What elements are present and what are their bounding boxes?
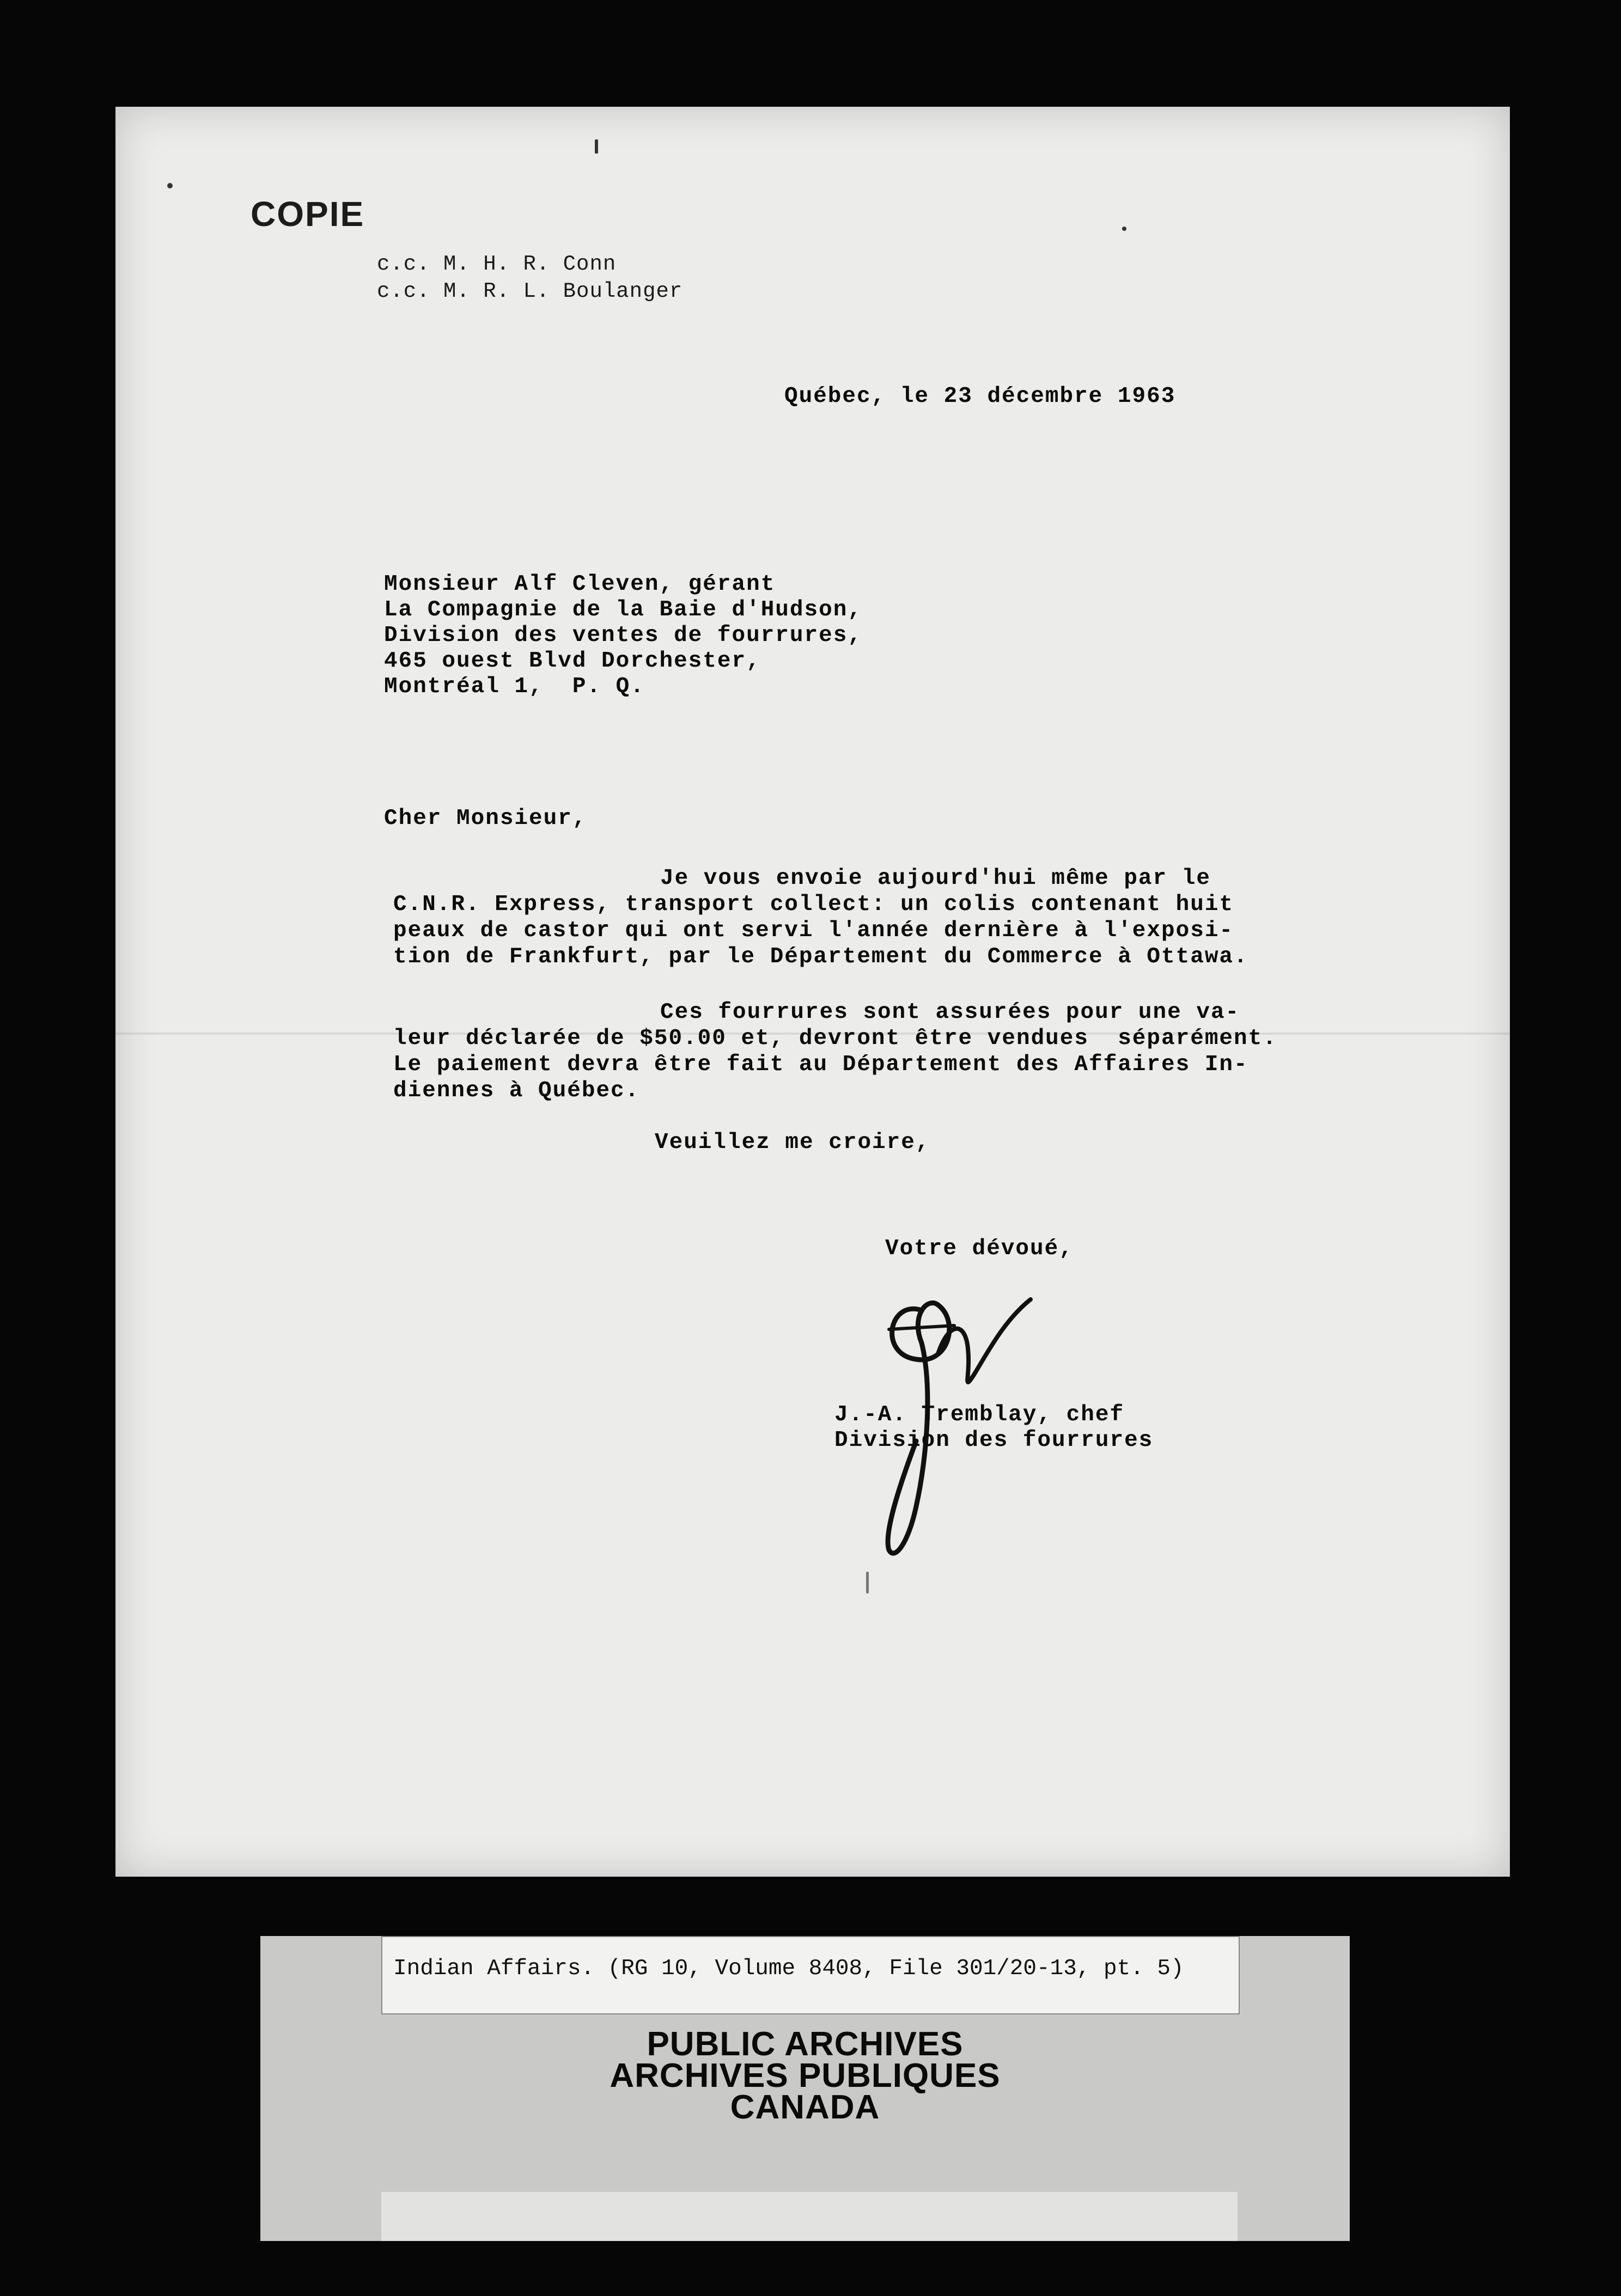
copie-stamp: COPIE bbox=[251, 194, 365, 234]
paragraph-1-line-4: tion de Frankfurt, par le Département du Commerce à Ottawa. bbox=[393, 944, 1248, 969]
archive-citation: Indian Affairs. (RG 10, Volume 8408, File 301/20-13, pt. 5) bbox=[393, 1956, 1184, 1981]
letter-page bbox=[115, 107, 1510, 1877]
paragraph-2-line-2: leur déclarée de $50.00 et, devront être vendues séparément. bbox=[393, 1026, 1277, 1051]
cc-line-2: c.c. M. R. L. Boulanger bbox=[377, 279, 683, 303]
signature-title: Division des fourrures bbox=[834, 1428, 1154, 1453]
film-speck bbox=[167, 183, 173, 188]
paragraph-2-line-3: Le paiement devra être fait au Département des Affaires In- bbox=[393, 1052, 1248, 1077]
signature-name: J.-A. Tremblay, chef bbox=[834, 1402, 1125, 1427]
salutation: Cher Monsieur, bbox=[384, 806, 587, 831]
date-line: Québec, le 23 décembre 1963 bbox=[784, 384, 1176, 409]
film-speck bbox=[595, 139, 598, 154]
address-line-4: 465 ouest Blvd Dorchester, bbox=[384, 649, 761, 674]
cc-line-1: c.c. M. H. R. Conn bbox=[377, 252, 617, 276]
public-archives-stamp bbox=[260, 2025, 1350, 2126]
archive-label-holder bbox=[260, 1936, 1350, 2241]
stamp-line-3: CANADA bbox=[730, 2089, 880, 2126]
address-line-5: Montréal 1, P. Q. bbox=[384, 674, 645, 699]
complimentary-close: Votre dévoué, bbox=[885, 1236, 1074, 1261]
stamp-line-2: ARCHIVES PUBLIQUES bbox=[610, 2057, 1001, 2095]
stamp-line-1: PUBLIC ARCHIVES bbox=[647, 2025, 964, 2063]
closing-line: Veuillez me croire, bbox=[655, 1130, 930, 1155]
paragraph-1-line-3: peaux de castor qui ont servi l'année dernière à l'exposi- bbox=[393, 918, 1234, 943]
citation-slip bbox=[381, 1936, 1240, 2014]
paragraph-1-line-2: C.N.R. Express, transport collect: un colis contenant huit bbox=[393, 892, 1234, 917]
address-line-1: Monsieur Alf Cleven, gérant bbox=[384, 572, 776, 597]
address-line-2: La Compagnie de la Baie d'Hudson, bbox=[384, 597, 862, 622]
paragraph-2-line-4: diennes à Québec. bbox=[393, 1078, 640, 1103]
paragraph-1-line-1: Je vous envoie aujourd'hui même par le bbox=[660, 866, 1211, 891]
label-tab bbox=[381, 2192, 1238, 2241]
address-line-3: Division des ventes de fourrures, bbox=[384, 623, 862, 648]
film-speck bbox=[1122, 227, 1126, 231]
paragraph-2-line-1: Ces fourrures sont assurées pour une va- bbox=[660, 1000, 1240, 1025]
film-speck bbox=[866, 1572, 869, 1593]
